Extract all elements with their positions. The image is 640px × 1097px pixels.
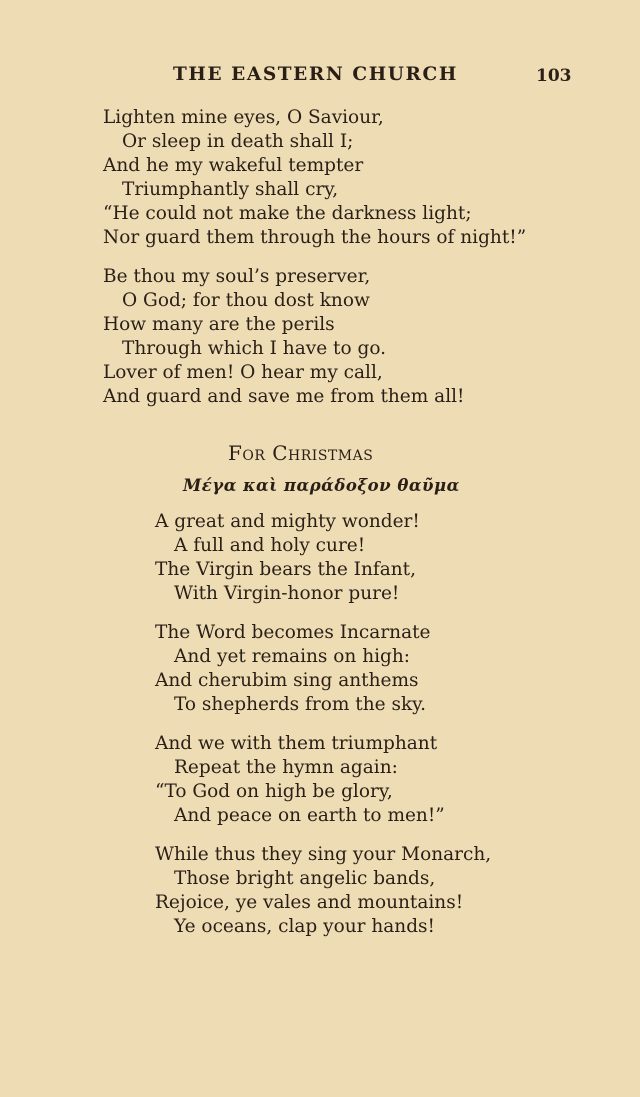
- hymn-greek-subtitle: Μέγα καὶ παράδοξον θαῦμα: [183, 476, 460, 495]
- verse-line: Those bright angelic bands,: [174, 868, 436, 889]
- verse-line: The Word becomes Incarnate: [155, 622, 431, 643]
- verse-line: Through which I have to go.: [122, 338, 387, 359]
- page-number: 103: [536, 66, 572, 86]
- verse-line: And cherubim sing anthems: [155, 670, 419, 691]
- verse-line: To shepherds from the sky.: [174, 694, 427, 715]
- verse-line: And we with them triumphant: [155, 733, 438, 754]
- verse-line: A full and holy cure!: [174, 535, 366, 556]
- verse-line: And guard and save me from them all!: [103, 386, 465, 407]
- verse-line: Rejoice, ye vales and mountains!: [155, 892, 464, 913]
- verse-line: And peace on earth to men!”: [174, 805, 445, 826]
- verse-line: Lover of men! O hear my call,: [103, 362, 383, 383]
- verse-line: Be thou my soul’s preserver,: [103, 266, 371, 287]
- verse-line: And he my wakeful tempter: [103, 155, 364, 176]
- verse-line: Or sleep in death shall I;: [122, 131, 354, 152]
- verse-line: Lighten mine eyes, O Saviour,: [103, 107, 384, 128]
- verse-line: O God; for thou dost know: [122, 290, 370, 311]
- verse-line: “To God on high be glory,: [155, 781, 393, 802]
- running-title: THE EASTERN CHURCH: [173, 64, 458, 85]
- hymn-title: For Christmas: [228, 441, 374, 465]
- verse-line: Triumphantly shall cry,: [122, 179, 339, 200]
- verse-line: Nor guard them through the hours of night!”: [103, 227, 527, 248]
- verse-line: Ye oceans, clap your hands!: [174, 916, 435, 937]
- verse-line: And yet remains on high:: [174, 646, 411, 667]
- verse-line: Repeat the hymn again:: [174, 757, 398, 778]
- verse-line: “He could not make the darkness light;: [103, 203, 472, 224]
- verse-line: How many are the perils: [103, 314, 335, 335]
- verse-line: While thus they sing your Monarch,: [155, 844, 492, 865]
- verse-line: With Virgin-honor pure!: [174, 583, 400, 604]
- verse-line: The Virgin bears the Infant,: [155, 559, 416, 580]
- verse-line: A great and mighty wonder!: [155, 511, 420, 532]
- page-header: [0, 64, 640, 94]
